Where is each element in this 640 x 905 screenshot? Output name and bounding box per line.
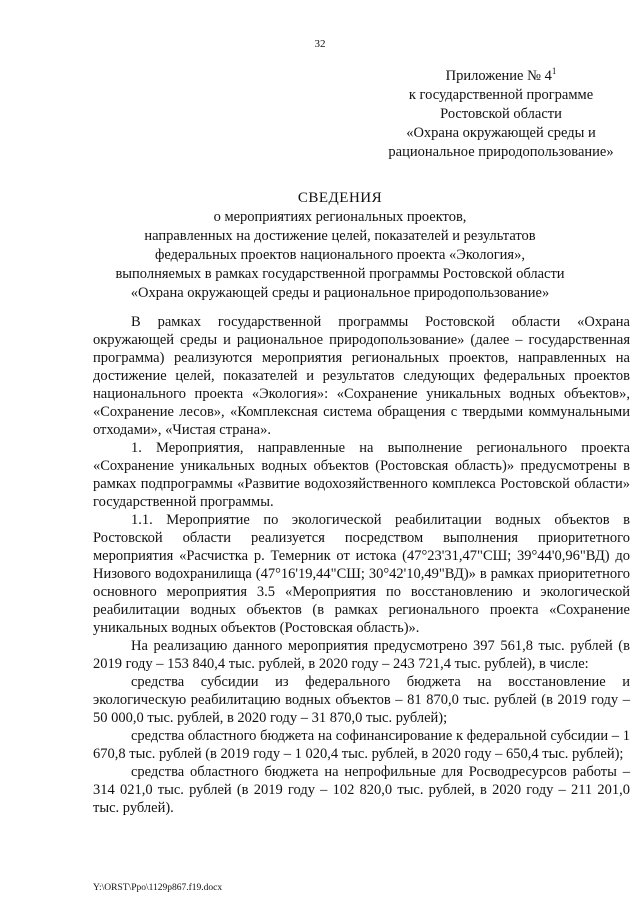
appendix-line-4: «Охрана окружающей среды и bbox=[406, 124, 596, 141]
appendix-line-3: Ростовской области bbox=[440, 105, 562, 122]
appendix-superscript: 1 bbox=[551, 66, 557, 76]
appendix-line-2: к государственной программе bbox=[408, 86, 594, 103]
appendix-line-5: рациональное природопользование» bbox=[388, 143, 614, 160]
page-number: 32 bbox=[314, 38, 326, 50]
paragraph-funding-federal: средства субсидии из федерального бюджета на восстановление и экологическую реабилитацию водных объектов – 81 870,0 тыс. рублей (в 2019 году – 50 000,0 тыс. рублей, в 2020 году – 31 870,0 тыс. рублей); bbox=[93, 674, 630, 726]
appendix-title: Приложение № 4 bbox=[445, 67, 552, 84]
document-title-block bbox=[90, 189, 590, 303]
paragraph-funding-regional-cofinancing: средства областного бюджета на софинансирование к федеральной субсидии – 1 670,8 тыс. рублей (в 2019 году – 1 020,4 тыс. рублей, в 2020 году – 650,4 тыс. рублей); bbox=[93, 728, 630, 762]
footer-file-path: Y:\ORST\Ppo\1129p867.f19.docx bbox=[93, 883, 223, 893]
appendix-line-1 bbox=[376, 62, 626, 86]
title-line-2: направленных на достижение целей, показателей и результатов bbox=[144, 228, 536, 244]
paragraph-intro: В рамках государственной программы Ростовской области «Охрана окружающей среды и рациональное природопользование» (далее – государственная программа) реализуются мероприятия региональных проектов, направленных на достижение целей, показателей и результатов следующих федеральных проектов национального проекта «Экология»: «Сохранение уникальных водных объектов», «Сохранение лесов», «Комплексная система обращения с твердыми коммунальными отходами», «Чистая страна». bbox=[93, 314, 630, 438]
paragraph-funding-regional-other: средства областного бюджета на непрофильные для Росводресурсов работы – 314 021,0 тыс. рублей (в 2019 году – 102 820,0 тыс. рублей, в 2020 году – 211 201,0 тыс. рублей). bbox=[93, 764, 630, 816]
paragraph-section-1: 1. Мероприятия, направленные на выполнение регионального проекта «Сохранение уникальных водных объектов (Ростовская область)» предусмотрены в рамках подпрограммы «Развитие водохозяйственного комплекса Ростовской области» государственной программы. bbox=[93, 440, 630, 510]
document-body bbox=[93, 313, 630, 817]
paragraph-funding-total: На реализацию данного мероприятия предусмотрено 397 561,8 тыс. рублей (в 2019 году – 153 840,4 тыс. рублей, в 2020 году – 243 721,4 тыс. рублей), в числе: bbox=[93, 638, 630, 672]
appendix-block bbox=[376, 62, 626, 162]
paragraph-section-1-1: 1.1. Мероприятие по экологической реабилитации водных объектов в Ростовской области реализуется посредством выполнения приоритетного мероприятия «Расчистка р. Темерник от истока (47°23'31,47"СШ; 39°44'0,96"ВД) до Низового водохранилища (47°16'19,44"СШ; 30°42'10,49"ВД)» в рамках приоритетного основного мероприятия 3.5 «Мероприятия по восстановлению и экологической реабилитации водных объектов (в рамках регионального проекта «Сохранение уникальных водных объектов (Ростовская область)». bbox=[93, 512, 630, 636]
document-heading: СВЕДЕНИЯ bbox=[297, 190, 383, 206]
title-line-5: «Охрана окружающей среды и рациональное природопользование» bbox=[130, 285, 550, 301]
title-line-3: федеральных проектов национального проекта «Экология», bbox=[155, 247, 525, 263]
title-line-1: о мероприятиях региональных проектов, bbox=[213, 209, 467, 225]
title-line-4: выполняемых в рамках государственной программы Ростовской области bbox=[115, 266, 565, 282]
